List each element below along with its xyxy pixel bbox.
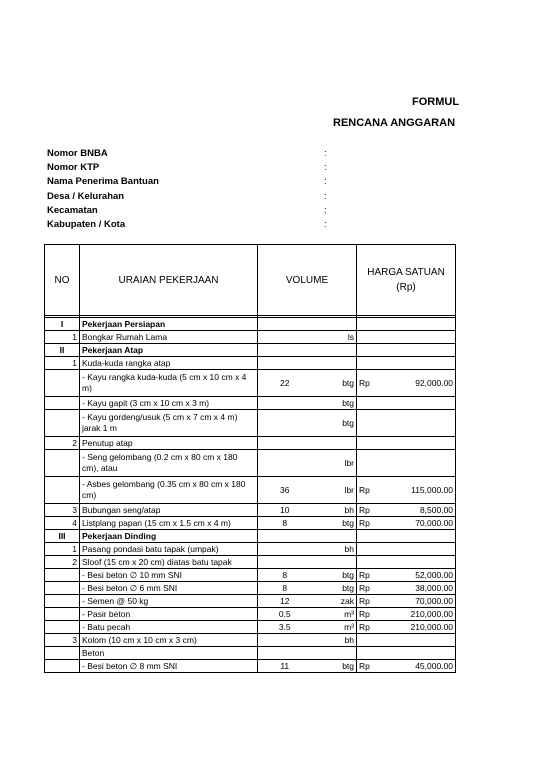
cell-unit <box>312 437 357 450</box>
cell-uraian: Bubungan seng/atap <box>80 504 258 517</box>
cell-qty <box>258 450 312 477</box>
cell-currency: Rp <box>357 660 377 673</box>
cell-unit: btg <box>312 569 357 582</box>
cell-unit <box>312 344 357 357</box>
cell-qty: 3.5 <box>258 621 312 634</box>
info-label: Desa / Kelurahan <box>47 190 125 202</box>
cell-unit: bh <box>312 543 357 556</box>
cell-unit: btg <box>312 517 357 530</box>
cell-no <box>45 647 80 660</box>
cell-currency: Rp <box>357 504 377 517</box>
cell-no: II <box>45 344 80 357</box>
cell-price: 210,000.00 <box>377 621 456 634</box>
cell-no <box>45 450 80 477</box>
cell-no <box>45 397 80 410</box>
table-header-row <box>45 245 456 316</box>
cell-qty <box>258 344 312 357</box>
cell-qty <box>258 331 312 344</box>
cell-price <box>377 450 456 477</box>
cell-unit <box>312 647 357 660</box>
header-harga-line1: HARGA SATUAN <box>367 267 445 278</box>
cell-uraian: Beton <box>80 647 258 660</box>
cell-qty <box>258 410 312 437</box>
cell-uraian: - Seng gelombang (0.2 cm x 80 cm x 180 cm), atau <box>80 450 258 477</box>
cell-qty: 22 <box>258 370 312 397</box>
cell-currency: Rp <box>357 582 377 595</box>
table-row <box>45 397 456 410</box>
cell-unit: btg <box>312 660 357 673</box>
table-row <box>45 621 456 634</box>
cell-currency <box>357 647 377 660</box>
cell-price <box>377 410 456 437</box>
cell-no: 1 <box>45 543 80 556</box>
cell-uraian: - Besi beton ∅ 8 mm SNI <box>80 660 258 673</box>
cell-qty <box>258 530 312 543</box>
cell-no <box>45 621 80 634</box>
header-harga <box>357 245 456 316</box>
cell-currency: Rp <box>357 608 377 621</box>
cell-uraian: Pekerjaan Persiapan <box>80 318 258 331</box>
info-colon: : <box>324 190 327 202</box>
cell-qty <box>258 397 312 410</box>
cell-uraian: - Kayu gordeng/usuk (5 cm x 7 cm x 4 m) jarak 1 m <box>80 410 258 437</box>
cell-unit: zak <box>312 595 357 608</box>
cell-qty: 12 <box>258 595 312 608</box>
cell-currency: Rp <box>357 621 377 634</box>
cell-qty <box>258 634 312 647</box>
cell-unit: btg <box>312 397 357 410</box>
cell-unit: btg <box>312 410 357 437</box>
info-colon: : <box>324 162 327 174</box>
cell-qty: 0.5 <box>258 608 312 621</box>
cell-unit: lbr <box>312 477 357 504</box>
info-colon: : <box>324 148 327 159</box>
cell-currency <box>357 318 377 331</box>
header-uraian: URAIAN PEKERJAAN <box>80 245 258 316</box>
info-colon: : <box>324 218 327 230</box>
section-row <box>45 318 456 331</box>
cell-no: 1 <box>45 331 80 344</box>
cell-price: 8,500.00 <box>377 504 456 517</box>
cell-currency <box>357 556 377 569</box>
cell-currency <box>357 410 377 437</box>
table-row <box>45 634 456 647</box>
cell-no <box>45 595 80 608</box>
table-row <box>45 450 456 477</box>
cell-no: 3 <box>45 504 80 517</box>
cell-price <box>377 647 456 660</box>
cell-unit: ls <box>312 331 357 344</box>
cell-unit: btg <box>312 370 357 397</box>
header-volume: VOLUME <box>258 245 357 316</box>
cell-qty <box>258 647 312 660</box>
cell-price <box>377 331 456 344</box>
cell-unit <box>312 556 357 569</box>
rab-table <box>44 244 456 673</box>
cell-price: 70,000.00 <box>377 517 456 530</box>
info-row-ktp <box>47 161 327 175</box>
cell-price <box>377 634 456 647</box>
cell-price: 70,000.00 <box>377 595 456 608</box>
cell-unit: lbr <box>312 450 357 477</box>
cell-unit <box>312 530 357 543</box>
table-row <box>45 556 456 569</box>
table-row <box>45 477 456 504</box>
cell-price <box>377 397 456 410</box>
section-row <box>45 530 456 543</box>
cell-qty: 11 <box>258 660 312 673</box>
table-row <box>45 437 456 450</box>
info-row-bnba <box>47 147 327 161</box>
form-subtitle: RENCANA ANGGARAN <box>333 117 456 129</box>
cell-qty <box>258 357 312 370</box>
cell-uraian: Pasang pondasi batu tapak (umpak) <box>80 543 258 556</box>
cell-currency <box>357 543 377 556</box>
info-label: Nomor KTP <box>47 162 100 174</box>
cell-currency <box>357 530 377 543</box>
cell-price <box>377 556 456 569</box>
cell-uraian: Bongkar Rumah Lama <box>80 331 258 344</box>
cell-uraian: Kuda-kuda rangka atap <box>80 357 258 370</box>
cell-unit: m³ <box>312 608 357 621</box>
cell-qty <box>258 543 312 556</box>
info-row-kabupaten <box>47 218 327 232</box>
cell-qty <box>258 556 312 569</box>
table-row <box>45 504 456 517</box>
section-row <box>45 344 456 357</box>
info-row-desa <box>47 190 327 204</box>
cell-uraian: Pekerjaan Atap <box>80 344 258 357</box>
info-label: Nomor BNBA <box>47 148 108 159</box>
recipient-info <box>47 147 327 232</box>
cell-price <box>377 543 456 556</box>
cell-qty <box>258 318 312 331</box>
cell-no <box>45 410 80 437</box>
cell-no <box>45 608 80 621</box>
cell-uraian: Sloof (15 cm x 20 cm) diatas batu tapak <box>80 556 258 569</box>
cell-price: 52,000.00 <box>377 569 456 582</box>
cell-no <box>45 569 80 582</box>
cell-price: 115,000.00 <box>377 477 456 504</box>
table-row <box>45 331 456 344</box>
cell-currency: Rp <box>357 370 377 397</box>
cell-uraian: Kolom (10 cm x 10 cm x 3 cm) <box>80 634 258 647</box>
cell-price <box>377 357 456 370</box>
cell-qty: 8 <box>258 582 312 595</box>
table-body <box>45 318 456 673</box>
table-row <box>45 357 456 370</box>
cell-no <box>45 477 80 504</box>
cell-uraian: - Semen @ 50 kg <box>80 595 258 608</box>
table-row <box>45 410 456 437</box>
cell-unit: m³ <box>312 621 357 634</box>
cell-uraian: Penutup atap <box>80 437 258 450</box>
cell-price <box>377 344 456 357</box>
cell-price <box>377 437 456 450</box>
cell-currency: Rp <box>357 477 377 504</box>
cell-price: 38,000.00 <box>377 582 456 595</box>
header-no: NO <box>45 245 80 316</box>
info-row-kecamatan <box>47 204 327 218</box>
cell-no: 2 <box>45 556 80 569</box>
cell-currency: Rp <box>357 517 377 530</box>
cell-no: 2 <box>45 437 80 450</box>
table-row <box>45 595 456 608</box>
table-row <box>45 370 456 397</box>
cell-price: 92,000.00 <box>377 370 456 397</box>
cell-no: 4 <box>45 517 80 530</box>
cell-no: 1 <box>45 357 80 370</box>
cell-no <box>45 370 80 397</box>
cell-qty: 10 <box>258 504 312 517</box>
cell-price: 210,000.00 <box>377 608 456 621</box>
cell-no: I <box>45 318 80 331</box>
cell-currency <box>357 357 377 370</box>
cell-currency <box>357 437 377 450</box>
cell-uraian: - Besi beton ∅ 10 mm SNI <box>80 569 258 582</box>
cell-price: 45,000.00 <box>377 660 456 673</box>
cell-unit <box>312 357 357 370</box>
cell-unit: bh <box>312 634 357 647</box>
table-row <box>45 608 456 621</box>
cell-unit: btg <box>312 582 357 595</box>
table-row <box>45 517 456 530</box>
cell-uraian: - Batu pecah <box>80 621 258 634</box>
cell-no <box>45 660 80 673</box>
cell-uraian: - Asbes gelombang (0.35 cm x 80 cm x 180 cm) <box>80 477 258 504</box>
cell-currency <box>357 397 377 410</box>
table-row <box>45 660 456 673</box>
cell-qty: 36 <box>258 477 312 504</box>
info-colon: : <box>324 176 327 188</box>
cell-uraian: - Pasir beton <box>80 608 258 621</box>
cell-currency <box>357 634 377 647</box>
cell-qty: 8 <box>258 569 312 582</box>
cell-unit: bh <box>312 504 357 517</box>
cell-uraian: - Besi beton ∅ 6 mm SNI <box>80 582 258 595</box>
table-row <box>45 543 456 556</box>
cell-currency: Rp <box>357 595 377 608</box>
form-title: FORMUL <box>412 96 460 108</box>
cell-no: III <box>45 530 80 543</box>
cell-uraian: - Kayu gapit (3 cm x 10 cm x 3 m) <box>80 397 258 410</box>
info-colon: : <box>324 204 327 216</box>
cell-currency <box>357 450 377 477</box>
cell-uraian: Listplang papan (15 cm x 1.5 cm x 4 m) <box>80 517 258 530</box>
cell-uraian: - Kayu rangka kuda-kuda (5 cm x 10 cm x 4 m) <box>80 370 258 397</box>
cell-price <box>377 318 456 331</box>
cell-no: 3 <box>45 634 80 647</box>
table-row <box>45 569 456 582</box>
cell-price <box>377 530 456 543</box>
info-label: Kabupaten / Kota <box>47 218 126 230</box>
cell-qty: 8 <box>258 517 312 530</box>
cell-unit <box>312 318 357 331</box>
info-row-nama <box>47 175 327 189</box>
info-label: Kecamatan <box>47 204 98 216</box>
header-harga-line2: (Rp) <box>396 282 416 293</box>
cell-uraian: Pekerjaan Dinding <box>80 530 258 543</box>
cell-currency <box>357 344 377 357</box>
cell-no <box>45 582 80 595</box>
cell-currency <box>357 331 377 344</box>
table-row <box>45 647 456 660</box>
info-label: Nama Penerima Bantuan <box>47 176 159 188</box>
cell-qty <box>258 437 312 450</box>
cell-currency: Rp <box>357 569 377 582</box>
table-row <box>45 582 456 595</box>
